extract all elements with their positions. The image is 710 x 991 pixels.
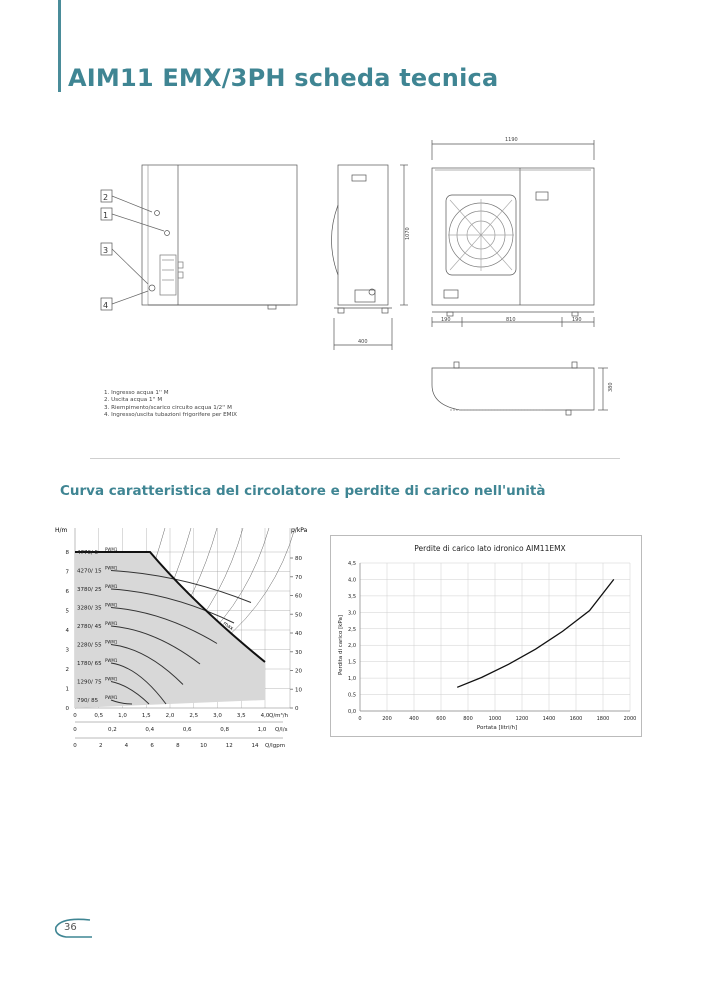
pump-right-tick: 70 bbox=[295, 574, 302, 581]
dim-foot-right: 190 bbox=[572, 317, 582, 323]
loss-x-tick: 1800 bbox=[596, 716, 610, 722]
loss-y-tick: 0,0 bbox=[348, 709, 356, 715]
side-view-drawing bbox=[101, 165, 297, 310]
pump-left-tick: 5 bbox=[65, 608, 69, 615]
loss-x-tick: 400 bbox=[409, 716, 419, 722]
pump-curve-pwm: PWM1 bbox=[105, 658, 118, 663]
pump-left-tick: 4 bbox=[65, 628, 69, 634]
pump-curve-pwm: PWM1 bbox=[105, 547, 118, 552]
dim-depth: 400 bbox=[358, 339, 368, 345]
loss-y-tick: 1,0 bbox=[348, 676, 356, 683]
pump-x3-tick: 2 bbox=[98, 743, 103, 749]
legend-item: 2. Uscita acqua 1'' M bbox=[104, 397, 163, 404]
loss-x-tick: 1000 bbox=[488, 716, 502, 722]
dim-width: 1190 bbox=[505, 137, 518, 143]
pump-x1-tick: 2,0 bbox=[165, 713, 175, 719]
rear-view-drawing bbox=[432, 140, 594, 327]
pump-left-tick: 7 bbox=[65, 569, 69, 576]
pump-curve-label: 1780/ 65 bbox=[77, 661, 102, 667]
loss-y-tick: 3,5 bbox=[348, 593, 356, 600]
pump-curve-pwm: PWM1 bbox=[105, 676, 118, 682]
pump-x2-tick: 0,2 bbox=[108, 727, 117, 733]
loss-x-label: Portata [litri/h] bbox=[476, 725, 518, 731]
section-divider bbox=[90, 458, 620, 459]
loss-y-tick: 3,0 bbox=[348, 610, 356, 617]
pump-curve-pwm: PWM1 bbox=[105, 565, 118, 571]
loss-y-tick: 4,0 bbox=[348, 577, 356, 584]
pump-curve-pwm: PWM1 bbox=[105, 695, 118, 700]
connection-legend bbox=[104, 390, 237, 420]
loss-y-label: Perdita di carico [kPa] bbox=[338, 615, 344, 675]
loss-x-tick: 200 bbox=[382, 716, 392, 722]
dim-side-height: 380 bbox=[608, 382, 614, 392]
loss-x-tick: 1400 bbox=[542, 716, 556, 722]
dim-foot-mid: 810 bbox=[506, 317, 516, 323]
pump-left-tick: 2 bbox=[65, 667, 69, 673]
pump-right-tick: 20 bbox=[295, 668, 302, 675]
page-title: AIM11 EMX/3PH scheda tecnica bbox=[68, 64, 499, 92]
callout-1: 1 bbox=[103, 211, 109, 220]
pump-x1-unit: Q/m³/h bbox=[269, 713, 289, 719]
pump-x2-tick: 0,4 bbox=[145, 727, 155, 733]
pump-x3-tick: 14 bbox=[251, 743, 259, 749]
pump-x1-tick: 4,0 bbox=[260, 713, 270, 719]
pump-left-tick: 6 bbox=[65, 589, 69, 595]
pump-curve-pwm: PWM1 bbox=[105, 602, 118, 608]
pump-left-unit: H/m bbox=[55, 527, 68, 534]
loss-x-tick: 1600 bbox=[569, 716, 583, 722]
pump-x1-tick: 3,0 bbox=[213, 713, 222, 719]
pump-right-tick: 50 bbox=[295, 612, 302, 619]
callout-4: 4 bbox=[103, 301, 109, 310]
pump-x1-tick: 1,0 bbox=[118, 713, 127, 719]
pump-curve-label: 2280/ 55 bbox=[77, 642, 102, 649]
loss-x-tick: 0 bbox=[358, 716, 362, 722]
pump-x3-unit: Q/lgpm bbox=[265, 743, 286, 749]
loss-y-tick: 1,5 bbox=[348, 659, 356, 666]
pump-right-tick: 80 bbox=[295, 556, 302, 562]
pump-right-tick: 60 bbox=[295, 593, 302, 600]
loss-x-tick: 800 bbox=[463, 716, 473, 722]
pump-x2-tick: 0,6 bbox=[182, 727, 192, 733]
pressure-loss-chart bbox=[330, 535, 642, 737]
loss-x-tick: 1200 bbox=[515, 716, 529, 722]
dim-height: 1070 bbox=[405, 227, 411, 240]
loss-chart-title: Perdite di carico lato idronico AIM11EMX bbox=[414, 544, 566, 553]
pump-left-tick: 0 bbox=[65, 706, 69, 712]
loss-x-tick: 600 bbox=[436, 716, 446, 722]
pump-right-tick: 10 bbox=[295, 687, 302, 694]
pump-curve-label: 1290/ 75 bbox=[77, 679, 102, 686]
pump-max-label: max bbox=[221, 620, 235, 632]
pump-x1-tick: 0 bbox=[73, 713, 77, 719]
pump-right-tick: 0 bbox=[295, 706, 299, 712]
legend-item: 3. Riempimento/scarico circuito acqua 1/2'' M bbox=[104, 404, 232, 411]
pump-x2-tick: 0 bbox=[73, 727, 77, 733]
pump-right-tick: 30 bbox=[295, 649, 302, 656]
pump-curve-label: 790/ 85 bbox=[77, 698, 99, 704]
pump-curve-label: 4770/ 5 bbox=[77, 550, 99, 556]
top-view-drawing bbox=[432, 362, 608, 415]
legend-item: 4. Ingresso/uscita tubazioni frigorifere per EMIX bbox=[104, 412, 237, 419]
pump-x1-tick: 3,5 bbox=[236, 713, 246, 719]
loss-y-tick: 2,5 bbox=[348, 626, 356, 633]
pump-left-tick: 8 bbox=[65, 550, 69, 556]
pump-x3-tick: 8 bbox=[176, 743, 180, 749]
callout-3: 3 bbox=[103, 246, 109, 255]
pump-curve-label: 3780/ 25 bbox=[77, 587, 102, 593]
loss-y-tick: 4,5 bbox=[348, 561, 356, 567]
pump-left-tick: 3 bbox=[65, 647, 69, 654]
pump-left-tick: 1 bbox=[65, 686, 69, 693]
pump-x1-tick: 1,5 bbox=[141, 713, 151, 719]
pump-curve-chart bbox=[55, 520, 315, 760]
pump-x3-tick: 10 bbox=[200, 743, 208, 749]
pump-curve-label: 4270/ 15 bbox=[77, 568, 102, 575]
legend-item: 1. Ingresso acqua 1'' M bbox=[104, 390, 169, 396]
pump-x3-tick: 12 bbox=[225, 743, 233, 749]
pump-curve-pwm: PWM1 bbox=[105, 639, 118, 645]
loss-y-tick: 0,5 bbox=[348, 692, 356, 699]
section-title: Curva caratteristica del circolatore e perdite di carico nell'unità bbox=[60, 483, 546, 499]
pump-x1-tick: 2,5 bbox=[189, 713, 199, 719]
pump-curve-pwm: PWM1 bbox=[105, 584, 118, 589]
pump-right-tick: 40 bbox=[295, 631, 302, 637]
pump-x2-unit: Q/l/s bbox=[275, 727, 288, 733]
loss-x-tick: 2000 bbox=[623, 716, 637, 722]
pump-x1-tick: 0,5 bbox=[94, 713, 104, 719]
pump-x3-tick: 6 bbox=[150, 743, 154, 749]
pump-x3-tick: 4 bbox=[124, 743, 129, 749]
pump-curve-pwm: PWM1 bbox=[105, 621, 118, 626]
pump-x2-tick: 1,0 bbox=[257, 727, 267, 733]
callout-2: 2 bbox=[103, 193, 109, 202]
pump-x2-tick: 0,8 bbox=[220, 727, 229, 733]
pump-curve-label: 3280/ 35 bbox=[77, 605, 102, 612]
front-view-drawing bbox=[332, 165, 409, 350]
pump-x3-tick: 0 bbox=[73, 743, 77, 749]
loss-y-tick: 2,0 bbox=[348, 643, 356, 650]
pump-right-unit: p/kPa bbox=[291, 527, 308, 534]
dim-foot-left: 190 bbox=[441, 317, 451, 323]
page-number: 36 bbox=[64, 922, 77, 933]
pump-curve-label: 2780/ 45 bbox=[77, 624, 102, 630]
